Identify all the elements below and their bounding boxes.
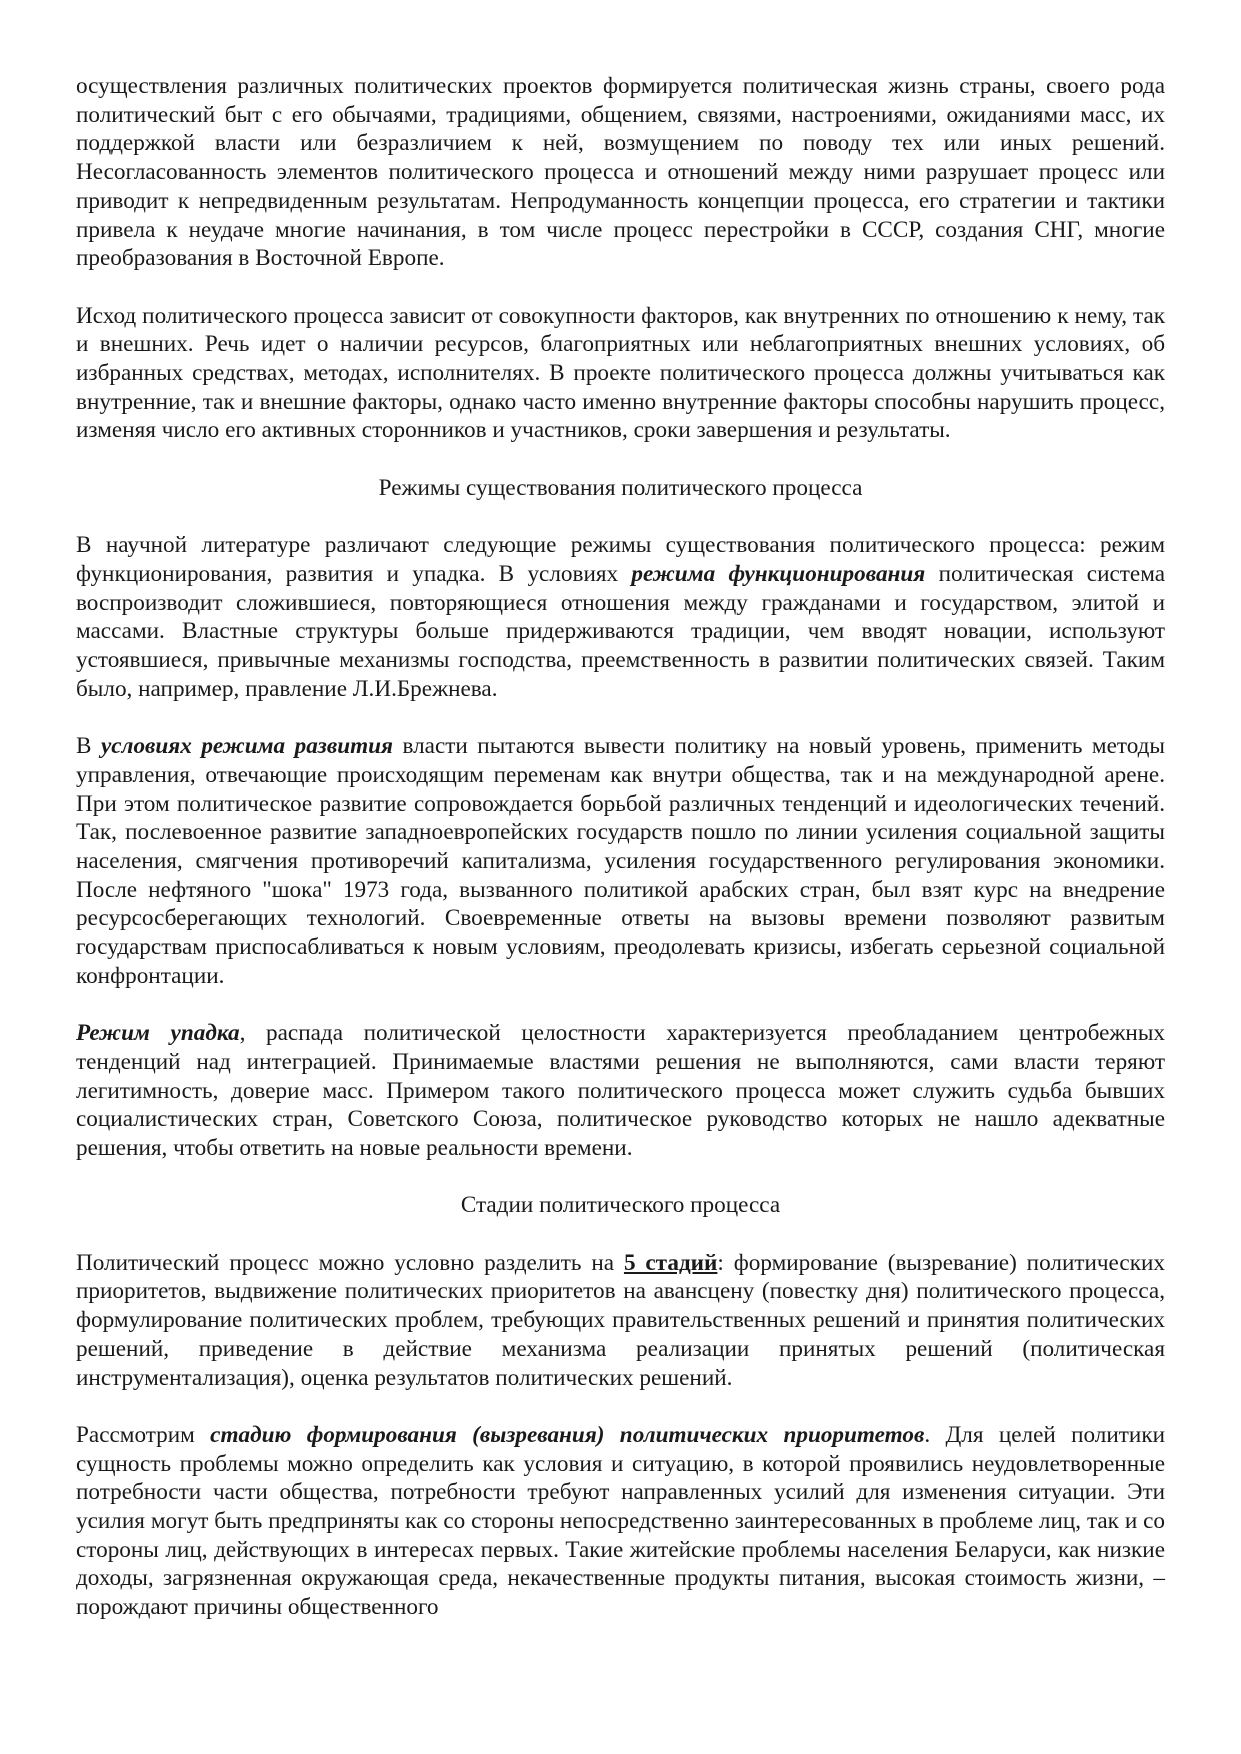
- paragraph-process-outcome: Исход политического процесса зависит от совокупности факторов, как внутренних по отношению к нему, так и внешних. Речь идет о наличии ресурсов, благоприятных или неблагоприятных внешних условиях, об избранных средствах, методах, исполнителях. В проекте политического процесса должны учитываться как внутренние, так и внешние факторы, однако часто именно внутренние факторы способны нарушить процесс, изменяя число его активных сторонников и участников, сроки завершения и результаты.: [76, 302, 1165, 444]
- text-run: : формирование (вызревание) политических приоритетов, выдвижение политических приоритетов на авансцену (повестку дня) политического процесса, формулирование политических проблем, требующих правительственных решений и принятия политических решений, приведение в действие механизма реализации принятых решений (политическая инструментализация), оценка результатов политических решений.: [76, 1249, 1165, 1391]
- text-run: В: [76, 733, 101, 760]
- paragraph-functioning-regime: [76, 531, 1165, 703]
- section-heading-regimes: Режимы существования политического процесса: [378, 474, 863, 501]
- text-run: , распада политической целостности характеризуется преобладанием центробежных тенденций над интеграцией. Принимаемые властями решения не выполняются, сами власти теряют легитимность, доверие масс. Примером такого политического процесса может служить судьба бывших социалистических стран, Советского Союза, политическое руководство которых не нашло адекватные решения, чтобы ответить на новые реальности времени.: [76, 1020, 1165, 1161]
- emphasis-decline-regime: Режим упадка: [76, 1020, 240, 1047]
- text-run: власти пытаются вывести политику на новый уровень, применить методы управления, отвечающие происходящим переменам как внутри общества, так и на международной арене. При этом политическое развитие сопровождается борьбой различных тенденций и идеологических течений. Так, послевоенное развитие западноевропейских государств пошло по линии усиления социальной защиты населения, смягчения противоречий капитализма, усиления государственного регулирования экономики. После нефтяного "шока" 1973 года, вызванного политикой арабских стран, был взят курс на внедрение ресурсосберегающих технологий. Своевременные ответы на вызовы времени позволяют развитым государствам приспосабливаться к новым условиям, преодолевать кризисы, избегать серьезной социальной конфронтации.: [76, 733, 1165, 989]
- emphasis-priority-formation-stage: стадию формирования (вызревания) политических приоритетов: [210, 1421, 925, 1448]
- emphasis-development-regime: условиях режима развития: [100, 733, 393, 760]
- text-run: . Для целей политики сущность проблемы можно определить как условия и ситуацию, в которой проявились неудовлетворенные потребности части общества, потребности требуют направленных усилий для изменения ситуации. Эти усилия могут быть предприняты как со стороны непосредственно заинтересованных в проблеме лиц, так и со стороны лиц, действующих в интересах первых. Такие житейские проблемы населения Беларуси, как низкие доходы, загрязненная окружающая среда, некачественные продукты питания, высокая стоимость жизни, – порождают причины общественного: [76, 1421, 1166, 1621]
- text-run: политическая система воспроизводит сложившиеся, повторяющиеся отношения между гражданами и государством, элитой и массами. Властные структуры больше придерживаются традиции, чем вводят новации, используют устоявшиеся, привычные механизмы господства, преемственность в развитии политических связей. Таким было, например, правление Л.И.Брежнева.: [76, 560, 1166, 702]
- text-run: В научной литературе различают следующие режимы существования политического процесса: режим функционирования, развития и упадка. В условиях: [76, 532, 1165, 587]
- paragraph-priority-formation-stage: [76, 1421, 1165, 1622]
- emphasis-functioning-regime: режима функционирования: [631, 560, 926, 587]
- paragraph-development-regime: [76, 732, 1165, 990]
- text-run: Рассмотрим: [76, 1421, 211, 1448]
- emphasis-five-stages: 5 стадий: [623, 1249, 718, 1276]
- section-heading-stages: Стадии политического процесса: [460, 1192, 781, 1219]
- paragraph-decline-regime: [76, 1019, 1165, 1163]
- paragraph-five-stages: [76, 1249, 1165, 1393]
- text-run: Политический процесс можно условно разделить на: [76, 1249, 624, 1276]
- paragraph-political-life: осуществления различных политических проектов формируется политическая жизнь страны, своего рода политический быт с его обычаями, традициями, общением, связями, настроениями, ожиданиями масс, их поддержкой власти или безразличием к ней, возмущением по поводу тех или иных решений. Несогласованность элементов политического процесса и отношений между ними разрушает процесс или приводит к непредвиденным результатам. Непродуманность концепции процесса, его стратегии и тактики привела к неудаче многие начинания, в том числе процесс перестройки в СССР, создания СНГ, многие преобразования в Восточной Европе.: [76, 73, 1165, 272]
